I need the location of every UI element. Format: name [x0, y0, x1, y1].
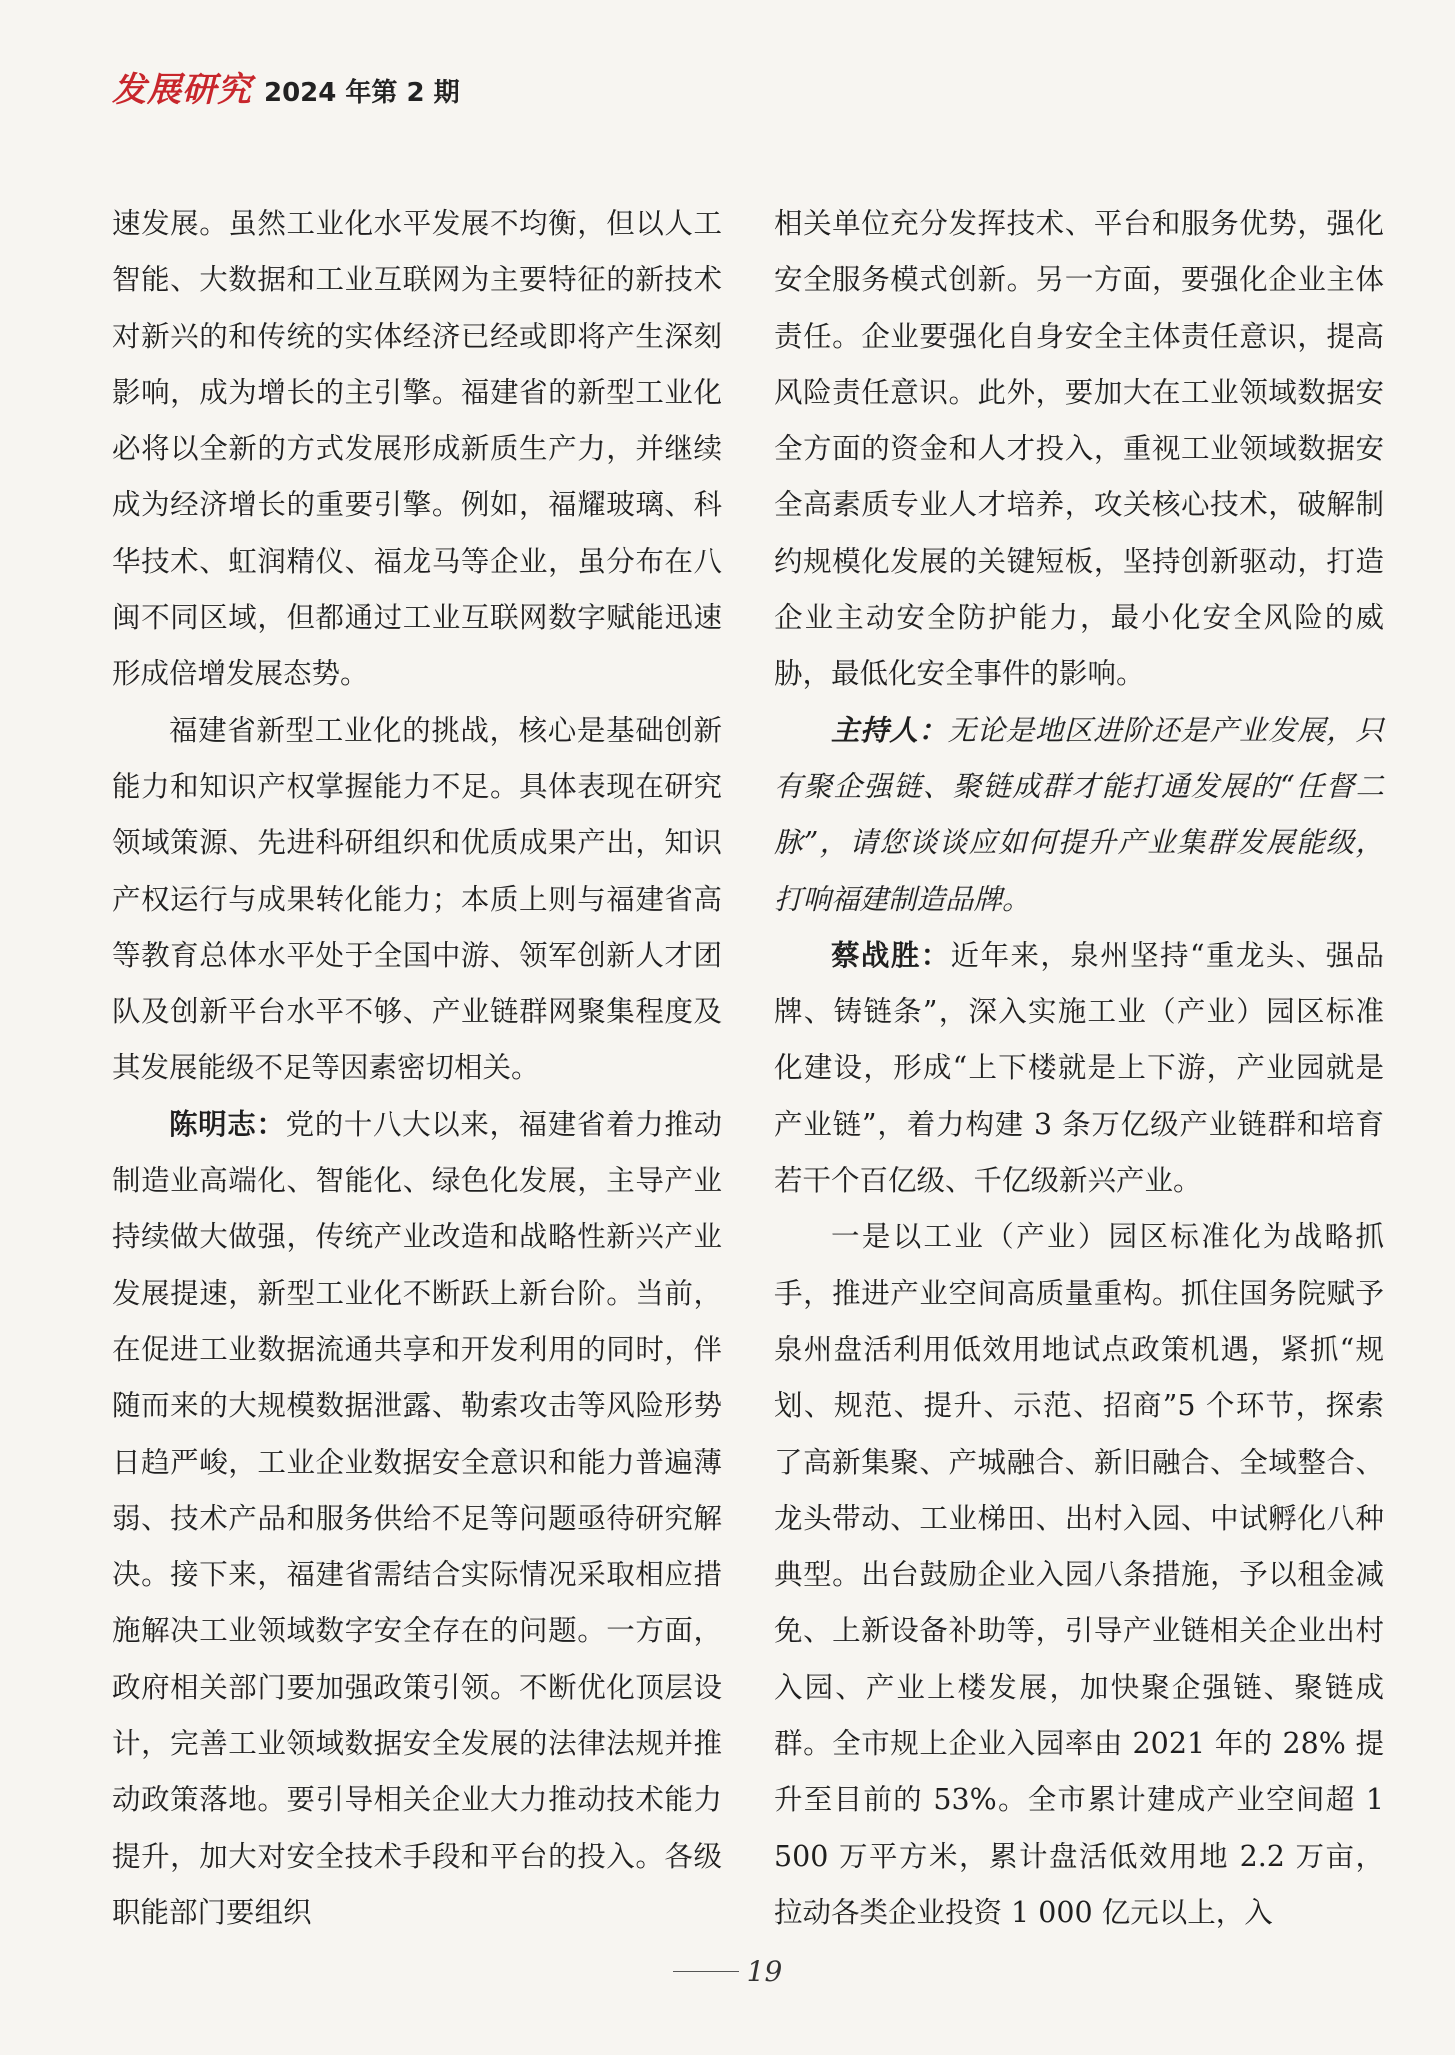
speaker-name: 主持人： — [831, 713, 948, 747]
right-column — [774, 196, 1384, 1941]
speech-paragraph — [774, 928, 1384, 1209]
speech-paragraph — [112, 1097, 722, 1941]
speech-text: 近年来，泉州坚持“重龙头、强品牌、铸链条”，深入实施工业（产业）园区标准化建设，形成“上下楼就是上下游，产业园就是产业链”，着力构建 3 条万亿级产业链群和培育若干个百亿级、千亿级新兴产业。 — [774, 938, 1384, 1198]
paragraph: 相关单位充分发挥技术、平台和服务优势，强化安全服务模式创新。另一方面，要强化企业主体责任。企业要强化自身安全主体责任意识，提高风险责任意识。此外，要加大在工业领域数据安全方面的资金和人才投入，重视工业领域数据安全高素质专业人才培养，攻关核心技术，破解制约规模化发展的关键短板，坚持创新驱动，打造企业主动安全防护能力，最小化安全风险的威胁，最低化安全事件的影响。 — [774, 207, 1384, 691]
issue-label: 2024 年第 2 期 — [264, 78, 460, 108]
host-question — [774, 703, 1384, 928]
left-column — [112, 196, 722, 1941]
speech-text: 党的十八大以来，福建省着力推动制造业高端化、智能化、绿色化发展，主导产业持续做大做强，传统产业改造和战略性新兴产业发展提速，新型工业化不断跃上新台阶。当前，在促进工业数据流通共享和开发利用的同时，伴随而来的大规模数据泄露、勒索攻击等风险形势日趋严峻，工业企业数据安全意识和能力普遍薄弱、技术产品和服务供给不足等问题亟待研究解决。接下来，福建省需结合实际情况采取相应措施解决工业领域数字安全存在的问题。一方面，政府相关部门要加强政策引领。不断优化顶层设计，完善工业领域数据安全发展的法律法规并推动政策落地。要引导相关企业大力推动技术能力提升，加大对安全技术手段和平台的投入。各级职能部门要组织 — [112, 1107, 722, 1929]
host-text: 无论是地区进阶还是产业发展，只有聚企强链、聚链成群才能打通发展的“任督二脉”，请您谈谈应如何提升产业集群发展能级，打响福建制造品牌。 — [774, 713, 1384, 916]
paragraph: 速发展。虽然工业化水平发展不均衡，但以人工智能、大数据和工业互联网为主要特征的新技术对新兴的和传统的实体经济已经或即将产生深刻影响，成为增长的主引擎。福建省的新型工业化必将以全新的方式发展形成新质生产力，并继续成为经济增长的重要引擎。例如，福耀玻璃、科华技术、虹润精仪、福龙马等企业，虽分布在八闽不同区域，但都通过工业互联网数字赋能迅速形成倍增发展态势。 — [112, 207, 722, 691]
journal-name: 发展研究 — [112, 70, 252, 110]
footer-dash — [673, 1971, 739, 1972]
page-number: 19 — [746, 1955, 783, 1988]
running-header — [112, 62, 460, 111]
speaker-name: 蔡战胜： — [831, 938, 951, 972]
paragraph: 福建省新型工业化的挑战，核心是基础创新能力和知识产权掌握能力不足。具体表现在研究领域策源、先进科研组织和优质成果产出，知识产权运行与成果转化能力；本质上则与福建省高等教育总体水平处于全国中游、领军创新人才团队及创新平台水平不够、产业链群网聚集程度及其发展能级不足等因素密切相关。 — [112, 713, 722, 1085]
paragraph: 一是以工业（产业）园区标准化为战略抓手，推进产业空间高质量重构。抓住国务院赋予泉州盘活利用低效用地试点政策机遇，紧抓“规划、规范、提升、示范、招商”5 个环节，探索了高新集聚、产城融合、新旧融合、全域整合、龙头带动、工业梯田、出村入园、中试孵化八种典型。出台鼓励企业入园八条措施，予以租金减免、上新设备补助等，引导产业链相关企业出村入园、产业上楼发展，加快聚企强链、聚链成群。全市规上企业入园率由 2021 年的 28% 提升至目前的 53%。全市累计建成产业空间超 1 500 万平方米，累计盘活低效用地 2.2 万亩，拉动各类企业投资 1 000 亿元以上，入 — [774, 1220, 1384, 1929]
speaker-name: 陈明志： — [169, 1107, 286, 1141]
page-footer — [0, 1955, 1455, 1988]
